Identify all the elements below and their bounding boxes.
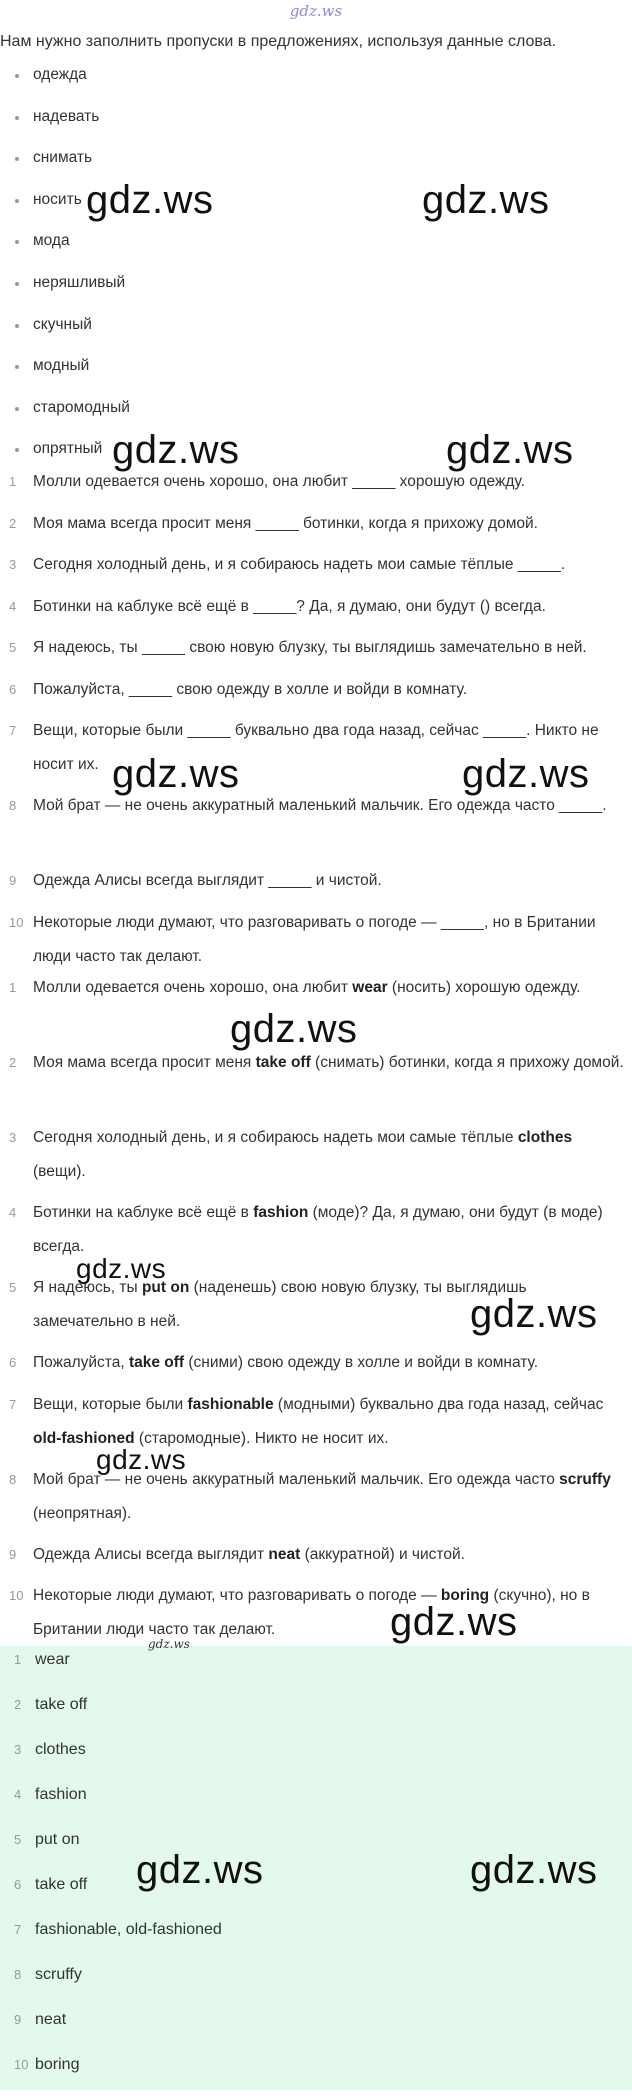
- watermark: gdz.ws: [112, 428, 240, 472]
- item-number: 4: [9, 1205, 17, 1220]
- answer-item: [0, 1579, 632, 1654]
- item-number: 2: [14, 1697, 22, 1712]
- final-answer-item: [0, 1871, 222, 1916]
- final-answer-text: take off: [35, 1696, 88, 1713]
- question-item: [0, 789, 632, 864]
- word-item: модный: [0, 351, 130, 393]
- sentence-text: Одежда Алисы всегда выглядит: [33, 1545, 269, 1563]
- watermark: gdz.ws: [230, 1007, 358, 1051]
- sentence-text: Некоторые люди думают, что разговаривать о погоде — _____, но в Британии люди часто так делают.: [33, 913, 596, 965]
- question-item: [0, 864, 632, 906]
- question-item: [0, 465, 632, 507]
- item-number: 8: [9, 1471, 17, 1487]
- answer-item: [0, 1196, 632, 1271]
- final-answer-item: [0, 1826, 222, 1871]
- watermark: gdz.ws: [422, 178, 550, 222]
- final-answer-text: wear: [35, 1651, 70, 1668]
- word-item: опрятный: [0, 434, 130, 476]
- watermark: gdz.ws: [148, 1637, 190, 1651]
- item-number: 10: [9, 1588, 24, 1603]
- watermark: gdz.ws: [390, 1600, 518, 1644]
- sentence-text: Одежда Алисы всегда выглядит _____ и чистой.: [33, 872, 382, 889]
- final-answer-text: boring: [35, 2056, 80, 2073]
- item-number: 6: [9, 1355, 17, 1370]
- item-number: 7: [9, 1396, 17, 1412]
- item-number: 9: [14, 2012, 22, 2027]
- sentence-text: Сегодня холодный день, и я собираюсь надеть мои самые тёплые: [33, 1129, 518, 1146]
- item-number: 5: [9, 640, 17, 655]
- answer-word: take off: [128, 1354, 185, 1371]
- word-item: старомодный: [0, 393, 130, 435]
- sentence-text: (вещи).: [33, 1163, 86, 1180]
- final-answer-item: [0, 2051, 222, 2096]
- word-item: снимать: [0, 143, 130, 185]
- item-number: 6: [9, 681, 17, 697]
- item-number: 6: [14, 1877, 22, 1892]
- sentence-text: Сегодня холодный день, и я собираюсь надеть мои самые тёплые _____.: [33, 556, 566, 573]
- sentence-text: Мой брат — не очень аккуратный маленький мальчик. Его одежда часто _____.: [33, 797, 607, 814]
- sentence-text: (аккуратной) и чистой.: [300, 1545, 465, 1563]
- item-number: 9: [9, 873, 17, 888]
- item-number: 8: [9, 798, 17, 813]
- item-number: 9: [9, 1546, 17, 1562]
- word-item: одежда: [0, 60, 130, 102]
- sentence-text: (снимать) ботинки, когда я прихожу домой.: [310, 1054, 624, 1071]
- item-number: 10: [9, 914, 24, 930]
- item-number: 1: [14, 1652, 22, 1667]
- sentence-text: Мой брат — не очень аккуратный маленький мальчик. Его одежда часто: [33, 1470, 560, 1488]
- answers-summary-box: [0, 1646, 632, 2090]
- final-answer-list: [0, 1646, 222, 2096]
- item-number: 5: [14, 1832, 22, 1847]
- question-item: [0, 590, 632, 632]
- word-item: неряшливый: [0, 268, 130, 310]
- sentence-text: (скучно), но в Британии люди часто так делают.: [33, 1587, 590, 1638]
- sentence-text: (неопрятная).: [33, 1504, 132, 1522]
- answer-word: old-fashioned: [33, 1429, 135, 1447]
- sentence-text: Некоторые люди думают, что разговаривать о погоде —: [33, 1587, 441, 1604]
- item-number: 2: [9, 1055, 17, 1070]
- task-intro: Нам нужно заполнить пропуски в предложениях, используя данные слова.: [0, 33, 557, 50]
- item-number: 1: [9, 980, 17, 995]
- item-number: 10: [14, 2057, 29, 2072]
- watermark: gdz.ws: [462, 752, 590, 796]
- sentence-text: Пожалуйста, _____ свою одежду в холле и войди в комнату.: [33, 680, 468, 698]
- word-item: носить: [0, 185, 130, 227]
- answer-item: [0, 1463, 632, 1538]
- site-logo: gdz.ws: [289, 2, 343, 20]
- watermark: gdz.ws: [76, 1253, 167, 1284]
- final-answer-item: [0, 1961, 222, 2006]
- sentence-text: (старомодные). Никто не носит их.: [134, 1429, 389, 1447]
- sentence-text: (наденешь) свою новую блузку, ты выглядишь замечательно в ней.: [33, 1279, 527, 1330]
- item-number: 2: [9, 515, 17, 531]
- final-answer-text: neat: [35, 2011, 67, 2028]
- watermark: gdz.ws: [446, 428, 574, 472]
- answer-word: scruffy: [559, 1470, 611, 1488]
- item-number: 5: [9, 1280, 17, 1295]
- watermark: gdz.ws: [470, 1848, 598, 1892]
- watermark: gdz.ws: [86, 178, 214, 222]
- question-list: [0, 465, 632, 981]
- item-number: 1: [9, 474, 17, 489]
- answer-word: fashion: [253, 1204, 309, 1221]
- sentence-text: Моя мама всегда просит меня: [33, 1054, 256, 1071]
- question-item: [0, 507, 632, 549]
- word-list: [0, 60, 130, 476]
- word-item: надевать: [0, 102, 130, 144]
- final-answer-item: [0, 1781, 222, 1826]
- sentence-text: Вещи, которые были _____ буквально два года назад, сейчас _____. Никто не носит их.: [33, 722, 599, 773]
- sentence-text: Ботинки на каблуке всё ещё в _____? Да, я думаю, они будут () всегда.: [33, 597, 546, 615]
- item-number: 4: [14, 1787, 22, 1802]
- watermark: gdz.ws: [112, 752, 240, 796]
- sentence-text: Я надеюсь, ты: [33, 1279, 142, 1296]
- sentence-text: Молли одевается очень хорошо, она любит: [33, 979, 353, 996]
- sentence-text: Ботинки на каблуке всё ещё в: [33, 1204, 254, 1221]
- final-answer-item: [0, 1691, 222, 1736]
- answer-item: [0, 1046, 632, 1121]
- sentence-text: (моде)? Да, я думаю, они будут (в моде) всегда.: [33, 1204, 603, 1255]
- question-item: [0, 548, 632, 590]
- answer-word: boring: [440, 1587, 490, 1604]
- answer-item: [0, 1346, 632, 1388]
- word-item: мода: [0, 226, 130, 268]
- final-answer-text: scruffy: [35, 1966, 82, 1983]
- sentence-text: (модными) буквально два года назад, сейчас: [273, 1395, 604, 1413]
- item-number: 7: [9, 723, 17, 738]
- question-item: [0, 906, 632, 981]
- item-number: 4: [9, 598, 17, 614]
- answer-word: wear: [352, 979, 388, 996]
- final-answer-text: take off: [35, 1876, 88, 1893]
- answer-word: take off: [255, 1054, 311, 1071]
- watermark: gdz.ws: [136, 1848, 264, 1892]
- watermark: gdz.ws: [470, 1292, 598, 1336]
- final-answer-text: put on: [35, 1831, 80, 1848]
- answer-word: fashionable: [187, 1395, 274, 1413]
- final-answer-item: [0, 1736, 222, 1781]
- item-number: 3: [9, 1130, 17, 1145]
- answer-word: neat: [268, 1545, 301, 1563]
- answer-word: put on: [141, 1279, 190, 1296]
- answer-item: [0, 1121, 632, 1196]
- final-answer-text: fashion: [35, 1786, 87, 1803]
- final-answer-item: [0, 1916, 222, 1961]
- final-answer-item: [0, 2006, 222, 2051]
- answer-item: [0, 1271, 632, 1346]
- answer-word: clothes: [517, 1129, 573, 1146]
- sentence-text: Я надеюсь, ты _____ свою новую блузку, ты выглядишь замечательно в ней.: [33, 639, 587, 656]
- item-number: 7: [14, 1922, 22, 1937]
- answer-item: [0, 971, 632, 1046]
- sentence-text: Пожалуйста,: [33, 1354, 129, 1371]
- item-number: 8: [14, 1967, 22, 1982]
- word-item: скучный: [0, 310, 130, 352]
- final-answer-text: fashionable, old-fashioned: [35, 1921, 222, 1938]
- watermark: gdz.ws: [96, 1444, 187, 1475]
- answer-item: [0, 1538, 632, 1580]
- final-answer-item: [0, 1646, 222, 1691]
- sentence-text: (носить) хорошую одежду.: [387, 979, 581, 996]
- sentence-text: Вещи, которые были: [33, 1395, 188, 1413]
- item-number: 3: [14, 1742, 22, 1757]
- question-item: [0, 673, 632, 715]
- answer-item: [0, 1388, 632, 1463]
- answer-list: [0, 971, 632, 1654]
- final-answer-text: clothes: [35, 1741, 86, 1758]
- question-item: [0, 631, 632, 673]
- sentence-text: Молли одевается очень хорошо, она любит _____ хорошую одежду.: [33, 473, 525, 490]
- question-item: [0, 714, 632, 789]
- sentence-text: (сними) свою одежду в холле и войди в комнату.: [184, 1354, 538, 1371]
- item-number: 3: [9, 557, 17, 572]
- sentence-text: Моя мама всегда просит меня _____ ботинки, когда я прихожу домой.: [33, 514, 538, 532]
